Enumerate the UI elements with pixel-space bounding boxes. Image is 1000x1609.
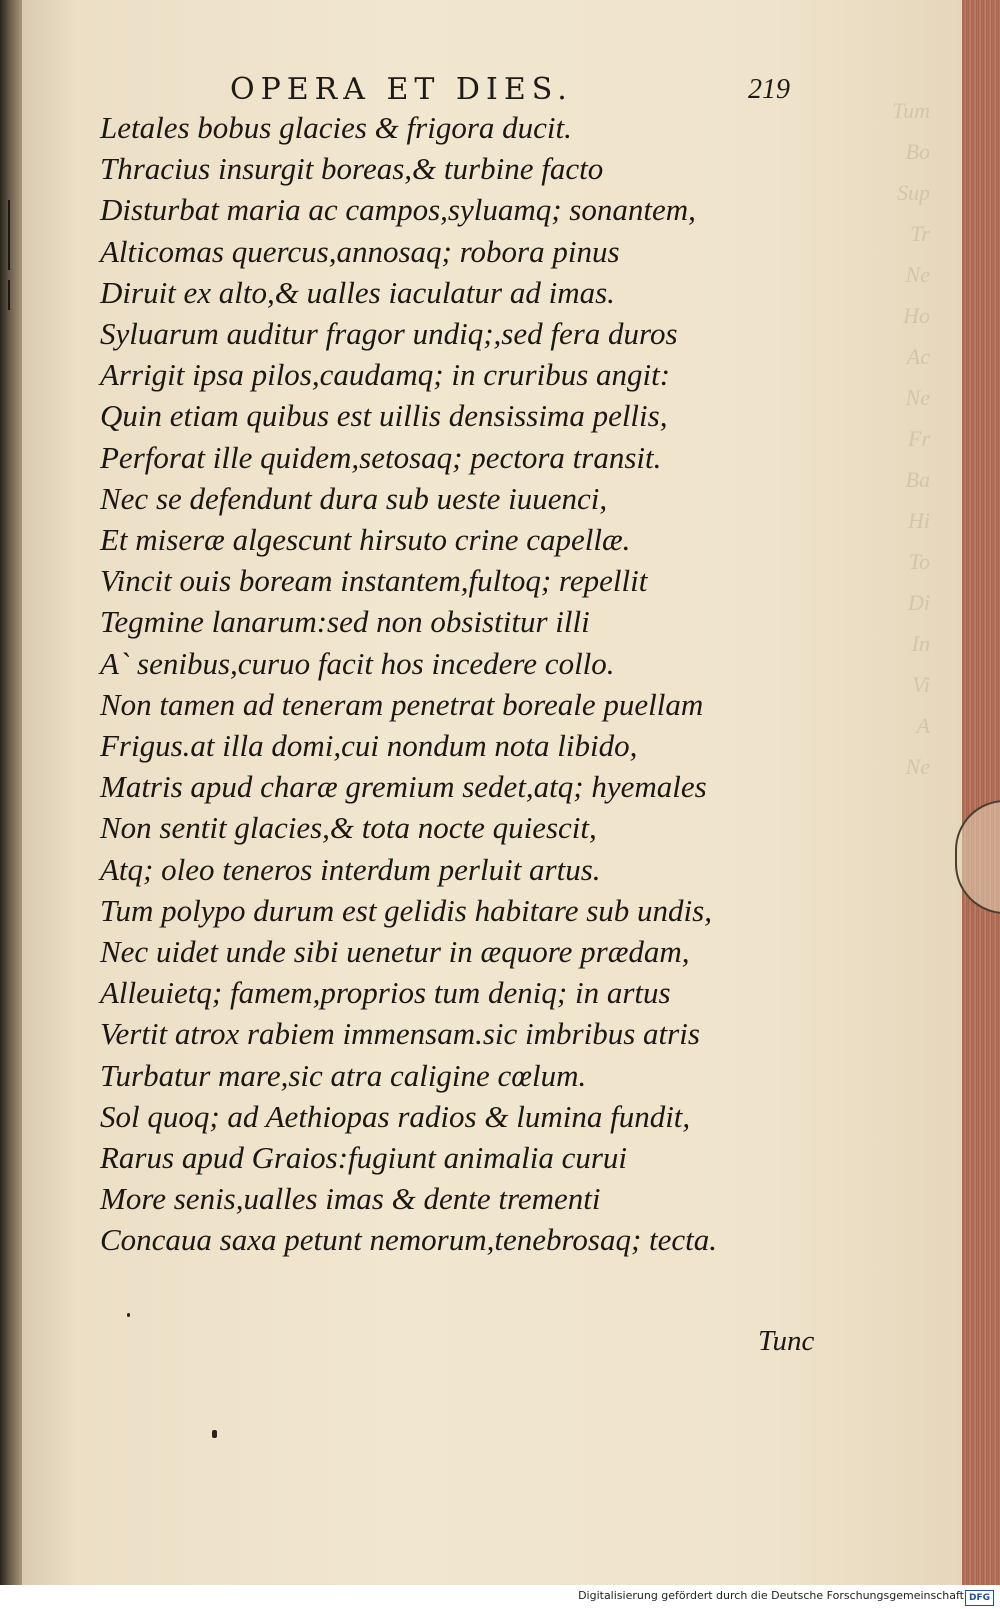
binding-mark xyxy=(8,200,10,270)
verse-line: A` senibus,curuo facit hos incedere collo. xyxy=(100,645,615,681)
running-title: OPERA ET DIES. xyxy=(230,72,573,107)
verse-line: Vincit ouis boream instantem,fultoq; repellit xyxy=(100,563,648,599)
verse-line: Nec uidet unde sibi uenetur in æquore prædam, xyxy=(100,934,690,970)
verse-line: Atq; oleo teneros interdum perluit artus. xyxy=(100,851,601,887)
verse-line: Tegmine lanarum:sed non obsistitur illi xyxy=(100,604,590,640)
verse-line: Quin etiam quibus est uillis densissima pellis, xyxy=(100,398,668,434)
funding-credit: Digitalisierung gefördert durch die Deutsche Forschungsgemeinschaft xyxy=(578,1589,964,1602)
verse-line: Alticomas quercus,annosaq; robora pinus xyxy=(100,233,620,269)
verse-line: Perforat ille quidem,setosaq; pectora transit. xyxy=(100,439,662,475)
verse-line: Diruit ex alto,& ualles iaculatur ad imas. xyxy=(100,274,615,310)
verse-line: Rarus apud Graios:fugiunt animalia curui xyxy=(100,1140,628,1176)
verse-block xyxy=(100,107,717,1261)
verse-line: Turbatur mare,sic atra caligine cœlum. xyxy=(100,1057,587,1093)
verse-line: Letales bobus glacies & frigora ducit. xyxy=(100,110,572,145)
verse-line: Nec se defendunt dura sub ueste iuuenci, xyxy=(100,480,608,516)
verse-line: Et miseræ algescunt hirsuto crine capellæ. xyxy=(100,522,631,558)
verse-line: Matris apud charæ gremium sedet,atq; hyemales xyxy=(100,769,707,805)
verse-line: Concaua saxa petunt nemorum,tenebrosaq; tecta. xyxy=(100,1222,718,1258)
verse-line: Thracius insurgit boreas,& turbine facto xyxy=(100,151,604,187)
verse-line: Syluarum auditur fragor undiq;,sed fera duros xyxy=(100,316,678,352)
bleed-through-decoration: Tum Bo Sup Tr Ne Ho Ac Ne Fr Ba Hi To Di In Vi A Ne xyxy=(892,98,930,779)
verse-line: Alleuietq; famem,proprios tum deniq; in artus xyxy=(100,975,671,1011)
ink-spot xyxy=(212,1430,217,1438)
page-number: 219 xyxy=(748,74,790,105)
ink-spot xyxy=(127,1313,130,1317)
verse-line: Non tamen ad teneram penetrat boreale puellam xyxy=(100,686,704,722)
verse-line: Arrigit ipsa pilos,caudamq; in cruribus angit: xyxy=(100,357,671,393)
catchword: Tunc xyxy=(758,1325,815,1357)
verse-line: Tum polypo durum est gelidis habitare sub undis, xyxy=(100,892,712,928)
verse-line: Non sentit glacies,& tota nocte quiescit, xyxy=(100,810,597,846)
dfg-logo: DFG xyxy=(965,1590,994,1606)
verse-line: Vertit atrox rabiem immensam.sic imbribus atris xyxy=(100,1016,700,1052)
verse-line: Frigus.at illa domi,cui nondum nota libido, xyxy=(100,728,638,764)
left-leaf-edge xyxy=(0,0,22,1585)
digitization-footer xyxy=(0,1585,1000,1609)
verse-line: Sol quoq; ad Aethiopas radios & lumina fundit, xyxy=(100,1098,691,1134)
verse-line: Disturbat maria ac campos,syluamq; sonantem, xyxy=(100,192,696,228)
verse-line: More senis,ualles imas & dente trementi xyxy=(100,1181,601,1217)
page-edge xyxy=(962,0,1000,1585)
binding-mark xyxy=(8,280,10,310)
